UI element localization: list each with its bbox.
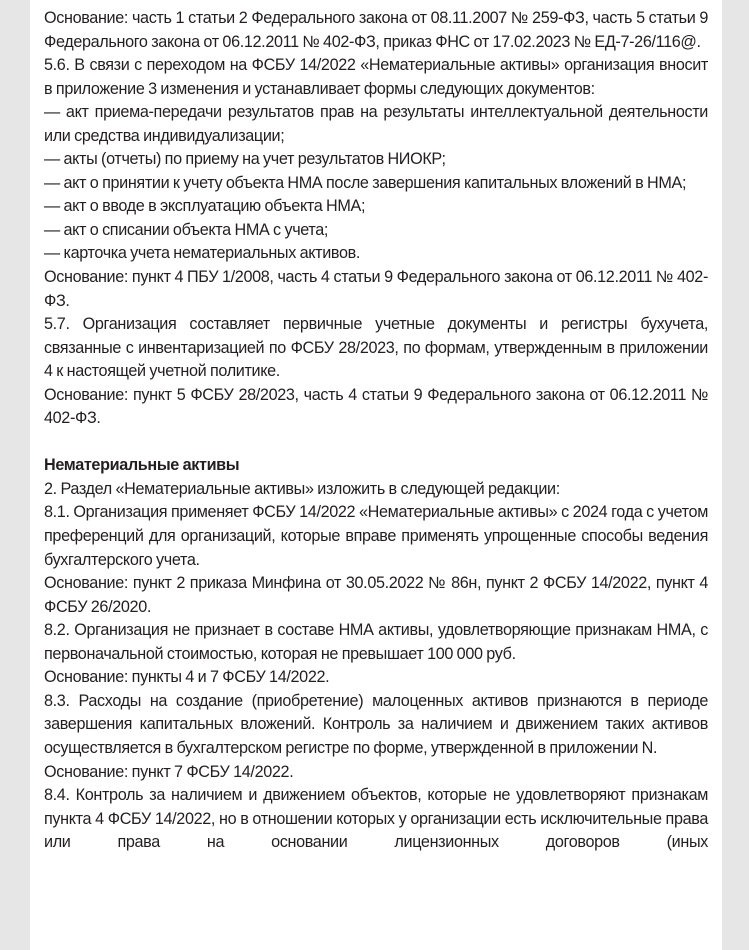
clause-5-7: 5.7. Организация составляет первичные учетные документы и регистры бухучета, связанные с инвентаризацией по ФСБУ 28/2023, по формам, утвержденным в приложении 4 к настоящей учетной политике.: [44, 315, 708, 381]
document-page: [30, 0, 722, 950]
list-item: — акт о вводе в эксплуатацию объекта НМА;: [44, 197, 366, 216]
clause-8-3: 8.3. Расходы на создание (приобретение) малоценных активов признаются в периоде завершения капитальных вложений. Контроль за наличием и движением таких активов осуществляется в бухгалтерском регистре по форме, утвержденной в приложении N.: [44, 691, 708, 757]
basis-paragraph: Основание: пункт 5 ФСБУ 28/2023, часть 4 статьи 9 Федерального закона от 06.12.2011 № 402-ФЗ.: [44, 385, 708, 428]
list-item: — акты (отчеты) по приему на учет результатов НИОКР;: [44, 150, 446, 169]
basis-paragraph: Основание: пункт 7 ФСБУ 14/2022.: [44, 762, 294, 781]
list-item: — акт приема-передачи результатов прав на результаты интеллектуальной деятельности или средства индивидуализации;: [44, 103, 708, 145]
list-item: — акт о списании объекта НМА с учета;: [44, 220, 329, 239]
basis-paragraph: Основание: пункт 4 ПБУ 1/2008, часть 4 статьи 9 Федерального закона от 06.12.2011 № 402-ФЗ.: [44, 268, 708, 310]
clause-5-6: 5.6. В связи с переходом на ФСБУ 14/2022 «Нематериальные активы» организация вносит в приложение 3 изменения и устанавливает формы следующих документов:: [44, 56, 708, 98]
basis-paragraph: Основание: пункты 4 и 7 ФСБУ 14/2022.: [44, 668, 330, 687]
section-heading: Нематериальные активы: [44, 456, 240, 475]
list-item: — акт о принятии к учету объекта НМА после завершения капитальных вложений в НМА;: [44, 173, 687, 192]
clause-8-1: 8.1. Организация применяет ФСБУ 14/2022 «Нематериальные активы» с 2024 года с учетом преференций для организаций, которые вправе применять упрощенные способы ведения бухгалтерского учета.: [44, 503, 708, 569]
clause-8-4: 8.4. Контроль за наличием и движением объектов, которые не удовлетворяют признакам пункта 4 ФСБУ 14/2022, но в отношении которых у организации есть исключительные права или права на основании лицензионных договоров (иных: [44, 786, 708, 852]
section-spacer: [44, 431, 708, 455]
clause-2: 2. Раздел «Нематериальные активы» изложить в следующей редакции:: [44, 479, 560, 498]
list-item: — карточка учета нематериальных активов.: [44, 244, 361, 263]
clause-8-2: 8.2. Организация не признает в составе НМА активы, удовлетворяющие признакам НМА, с первоначальной стоимостью, которая не превышает 100 000 руб.: [44, 621, 708, 663]
basis-paragraph: Основание: часть 1 статьи 2 Федерального закона от 08.11.2007 № 259-ФЗ, часть 5 статьи 9 Федерального закона от 06.12.2011 № 402-ФЗ, приказ ФНС от 17.02.2023 № ЕД-7-26/116@.: [44, 9, 708, 51]
basis-paragraph: Основание: пункт 2 приказа Минфина от 30.05.2022 № 86н, пункт 2 ФСБУ 14/2022, пункт 4 ФСБУ 26/2020.: [44, 574, 708, 616]
document-body: [44, 7, 708, 855]
